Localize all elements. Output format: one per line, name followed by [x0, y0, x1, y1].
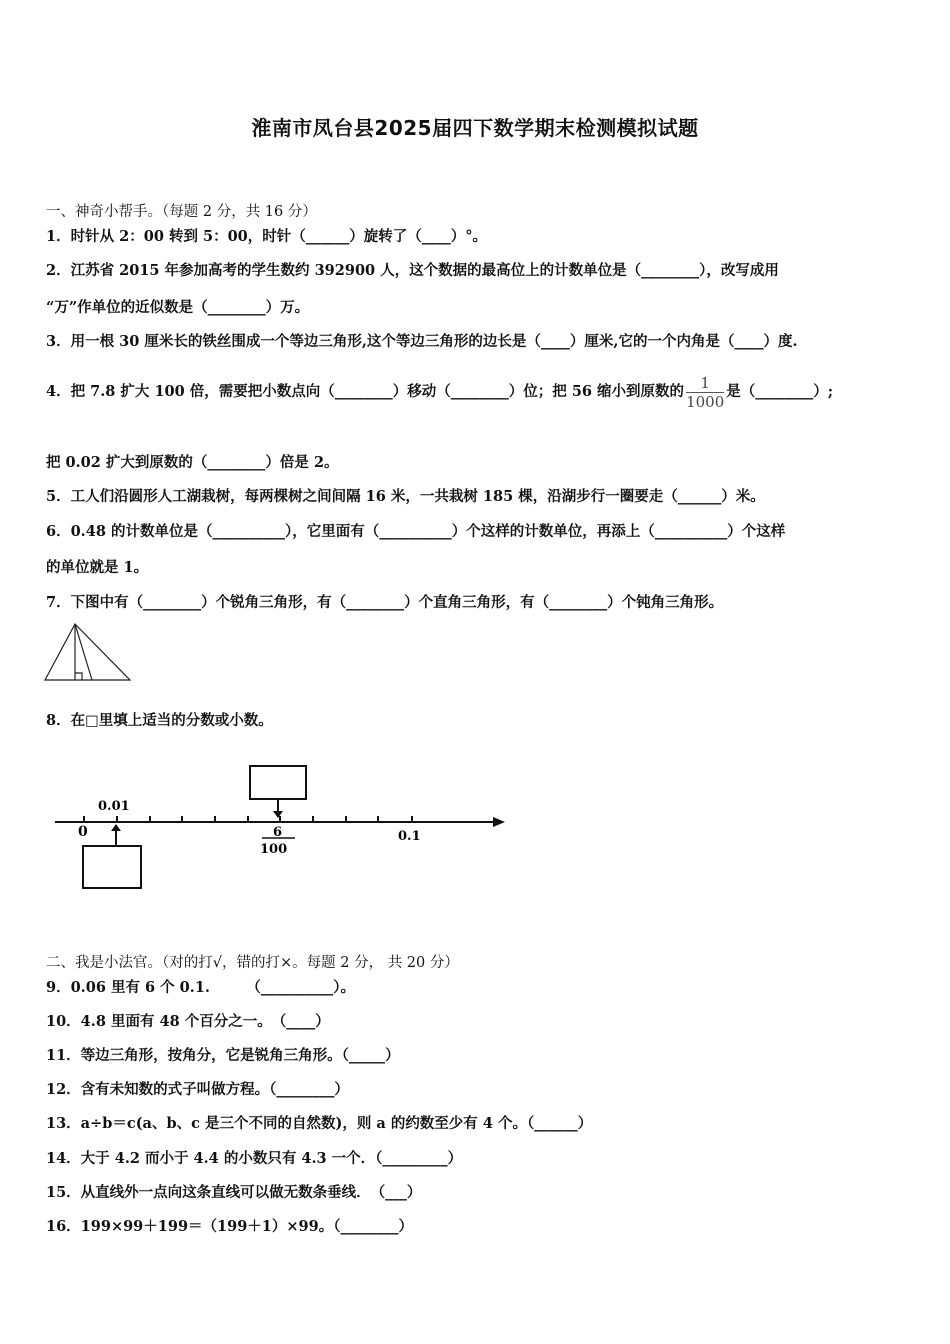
- question-2-line-2: “万”作单位的近似数是（________）万。: [46, 299, 310, 316]
- fraction-numerator: 1: [686, 374, 724, 393]
- question-3: 3．用一根 30 厘米长的铁丝围成一个等边三角形,这个等边三角形的边长是（____）厘米,它的一个内角是（____）度.: [46, 333, 798, 350]
- outer-triangle: [45, 624, 130, 680]
- question-14: 14．大于 4.2 而小于 4.4 的小数只有 4.3 一个．（_________）: [46, 1150, 463, 1167]
- right-angle-mark: [75, 673, 82, 680]
- question-10: 10．4.8 里面有 48 个百分之一。 （____）: [46, 1013, 330, 1030]
- number-line-figure: [50, 760, 520, 895]
- question-4-text-a: 4．把 7.8 扩大 100 倍，需要把小数点向（________）移动（________）位；把 56 缩小到原数的: [46, 383, 685, 400]
- label-0: 0: [78, 824, 88, 840]
- fraction-denominator: 1000: [686, 392, 725, 411]
- question-5: 5．工人们沿圆形人工湖栽树，每两棵树之间间隔 16 米，一共栽树 185 棵，沿湖步行一圈要走（______）米。: [46, 488, 765, 505]
- axis-arrowhead: [493, 817, 505, 827]
- question-12: 12．含有未知数的式子叫做方程。（________）: [46, 1081, 349, 1098]
- question-9: 9．0.06 里有 6 个 0.1. （__________）。: [46, 979, 355, 996]
- question-4-line-1: [46, 372, 833, 412]
- answer-box-bottom: [83, 846, 141, 888]
- question-15: 15．从直线外一点向这条直线可以做无数条垂线． （___）: [46, 1184, 422, 1201]
- label-100: 100: [260, 842, 288, 857]
- question-11: 11．等边三角形，按角分，它是锐角三角形。（_____）: [46, 1047, 400, 1064]
- question-16: 16．199×99＋199＝（199＋1）×99。（________）: [46, 1218, 413, 1235]
- label-0-1: 0.1: [398, 829, 421, 844]
- answer-box-top: [250, 766, 306, 799]
- question-4-text-b: 是（________）;: [726, 383, 834, 400]
- question-2-line-1: 2．江苏省 2015 年参加高考的学生数约 392900 人，这个数据的最高位上的计数单位是（________），改写成用: [46, 262, 779, 279]
- question-6-line-2: 的单位就是 1。: [46, 559, 149, 576]
- section-2-heading: 二、我是小法官。（对的打√，错的打×。每题 2 分， 共 20 分）: [46, 955, 459, 971]
- question-8: 8．在□里填上适当的分数或小数。: [46, 712, 273, 729]
- label-6: 6: [273, 825, 283, 840]
- question-4-line-2: 把 0.02 扩大到原数的（________）倍是 2。: [46, 454, 339, 471]
- question-1: 1．时针从 2：00 转到 5：00，时针（______）旋转了（____）°。: [46, 228, 488, 245]
- arrow-down-head: [273, 811, 283, 818]
- question-7: 7．下图中有（________）个锐角三角形，有（________）个直角三角形，有（________）个钝角三角形。: [46, 594, 724, 611]
- page-title: 淮南市凤台县2025届四下数学期末检测模拟试题: [251, 116, 699, 140]
- fraction-1-over-1000: [686, 374, 724, 411]
- question-13: 13．a÷b＝c(a、b、c 是三个不同的自然数)，则 a 的约数至少有 4 个。（______）: [46, 1115, 593, 1132]
- section-1-heading: 一、神奇小帮手。（每题 2 分，共 16 分）: [46, 204, 317, 220]
- label-0-01: 0.01: [98, 799, 130, 814]
- triangle-figure: [42, 622, 134, 684]
- question-6-line-1: 6．0.48 的计数单位是（__________），它里面有（__________）个这样的计数单位，再添上（__________）个这样: [46, 523, 786, 540]
- arrow-up-head: [111, 824, 121, 831]
